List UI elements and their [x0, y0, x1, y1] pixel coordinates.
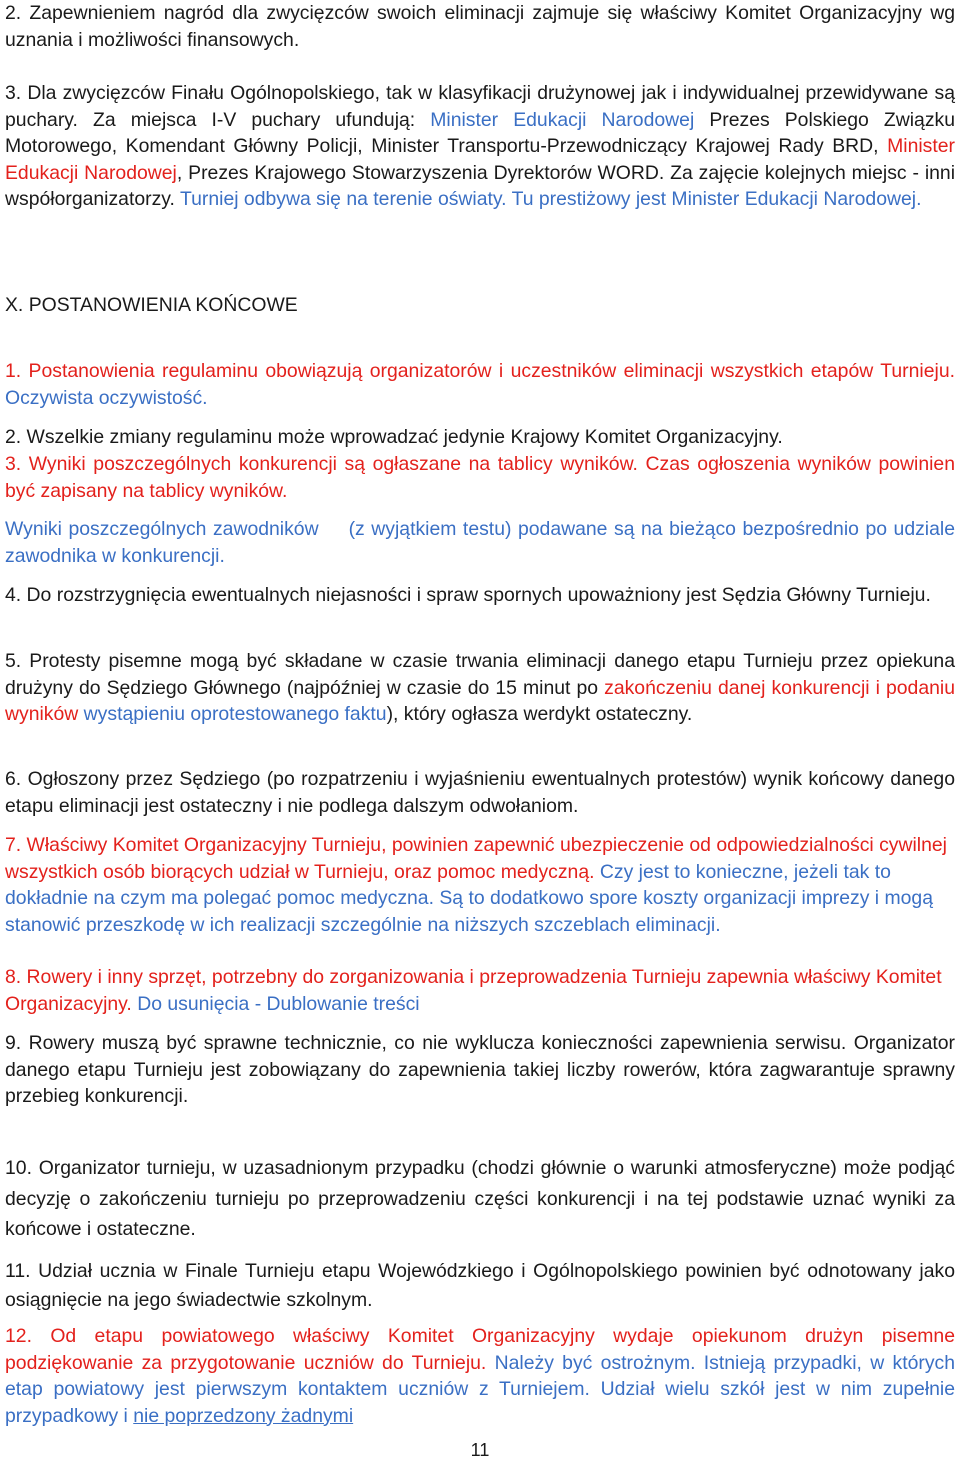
item-6: 6. Ogłoszony przez Sędziego (po rozpatrzeniu i wyjaśnieniu ewentualnych protestów) wynik końcowy danego etapu eliminacji jest ostateczny i nie podlega dalszym odwołaniom. [5, 768, 955, 817]
page-number: 11 [470, 1440, 490, 1460]
item-9: 9. Rowery muszą być sprawne technicznie, co nie wyklucza konieczności zapewnienia serwisu. Organizator danego etapu Turnieju jest zobowiązany do zapewnienia takiej liczby rowerów, która zagwarantuje sprawny przebieg konkurencji. [5, 1032, 955, 1107]
item-2: 2. Wszelkie zmiany regulaminu może wprowadzać jedynie Krajowy Komitet Organizacyjny. [5, 426, 783, 448]
paragraph-3: 3. Dla zwycięzców Finału Ogólnopolskiego, tak w klasyfikacji drużynowej jak i indywidualnej przewidywane są puchary. Za miejsca I-V puchary ufundują: Minister Edukacji Narodowej Prezes Polskiego Związku Motorowego, Komendant Główny Policji, Minister Transportu-Przewodniczący Krajowej Rady BRD, Minister Edukacji Narodowej, Prezes Krajowego Stowarzyszenia Dyrektorów WORD. Za zajęcie kolejnych miejsc - inni współorganizatorzy. Turniej odbywa się na terenie oświaty. Tu prestiżowy jest Minister Edukacji Narodowej. [5, 82, 955, 210]
item-3: 3. Wyniki poszczególnych konkurencji są ogłaszane na tablicy wyników. Czas ogłoszenia wyników powinien być zapisany na tablicy wyników. [5, 453, 955, 502]
paragraph-2: 2. Zapewnieniem nagród dla zwycięzców swoich eliminacji zajmuje się właściwy Komitet Organizacyjny wg uznania i możliwości finansowych. [5, 2, 955, 51]
item-4: 4. Do rozstrzygnięcia ewentualnych niejasności i spraw spornych upoważniony jest Sędzia Główny Turnieju. [5, 584, 931, 606]
item-8: 8. Rowery i inny sprzęt, potrzebny do zorganizowania i przeprowadzenia Turnieju zapewnia właściwy Komitet Organizacyjny. Do usunięcia - Dublowanie treści [5, 966, 942, 1015]
item-11: 11. Udział ucznia w Finale Turnieju etapu Wojewódzkiego i Ogólnopolskiego powinien być odnotowany jako osiągnięcie na jego świadectwie szkolnym. [5, 1260, 955, 1311]
item-1: 1. Postanowienia regulaminu obowiązują organizatorów i uczestników eliminacji wszystkich etapów Turnieju. Oczywista oczywistość. [5, 360, 955, 409]
item-3-results-note: Wyniki poszczególnych zawodników (z wyjątkiem testu) podawane są na bieżąco bezpośrednio po udziale zawodnika w konkurencji. [5, 518, 955, 567]
item-7: 7. Właściwy Komitet Organizacyjny Turnieju, powinien zapewnić ubezpieczenie od odpowiedzialności cywilnej wszystkich osób biorących udział w Turnieju, oraz pomoc medyczną. Czy jest to konieczne, jeżeli tak to dokładnie na czym ma polegać pomoc medyczna. Są to dodatkowo spore koszty organizacji imprezy i mogą stanowić przeszkodę w ich realizacji szczególnie na niższych szczeblach eliminacji. [5, 834, 947, 936]
item-5: 5. Protesty pisemne mogą być składane w czasie trwania eliminacji danego etapu Turnieju przez opiekuna drużyny do Sędziego Głównego (najpóźniej w czasie do 15 minut po zakończeniu danej konkurencji i podaniu wyników wystąpieniu oprotestowanego faktu), który ogłasza werdykt ostateczny. [5, 650, 955, 725]
item-12: 12. Od etapu powiatowego właściwy Komitet Organizacyjny wydaje opiekunom drużyn pisemne podziękowanie za przygotowanie uczniów do Turnieju. Należy być ostrożnym. Istnieją przypadki, w których etap powiatowy jest pierwszym kontaktem uczniów z Turniejem. Udział wielu szkół jest w nim zupełnie przypadkowy i nie poprzedzony żadnymi [5, 1325, 956, 1427]
section-heading: X. POSTANOWIENIA KOŃCOWE [5, 294, 298, 316]
item-10: 10. Organizator turnieju, w uzasadnionym przypadku (chodzi głównie o warunki atmosferyczne) może podjąć decyzję o zakończeniu turnieju po przeprowadzeniu części konkurencji i na tej podstawie uznać wyniki za końcowe i ostateczne. [5, 1157, 955, 1240]
